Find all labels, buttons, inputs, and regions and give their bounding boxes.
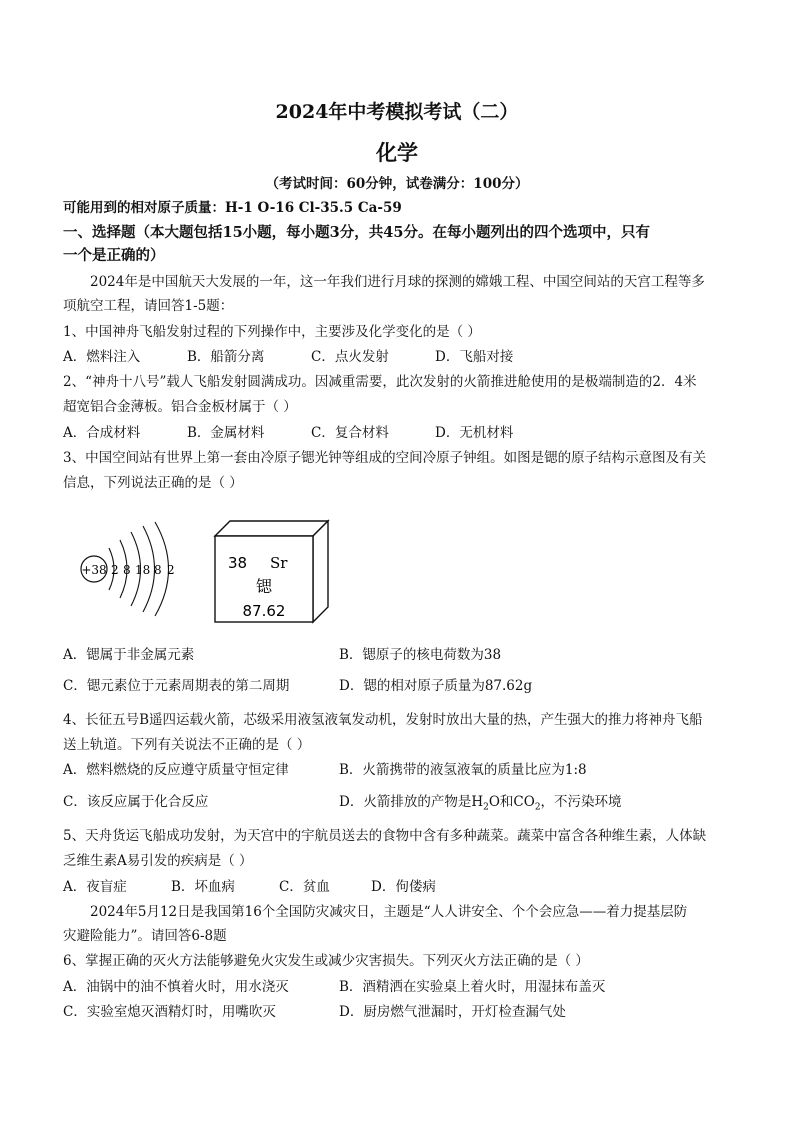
exam-info: （考试时间：60分钟，试卷满分：100分）	[265, 176, 529, 192]
q6-options-row2	[63, 1002, 615, 1022]
q5-options	[63, 877, 436, 897]
q1-option-b: B．船箭分离	[187, 349, 265, 365]
q2-option-c: C．复合材料	[311, 425, 389, 441]
q3-options-row1	[63, 645, 615, 665]
intro1-line1: 2024年是中国航天大发展的一年，这一年我们进行月球的探测的嫦娥工程、中国空间站的天宫工程等多	[90, 274, 705, 290]
q5-option-a: A．夜盲症	[63, 879, 127, 895]
q3-line1: 3、中国空间站有世界上第一套由冷原子锶光钟等组成的空间冷原子钟组。如图是锶的原子结构示意图及有关	[63, 450, 707, 466]
q3-option-d: D．锶的相对原子质量为87.62g	[339, 678, 533, 694]
q4-options-row2	[63, 792, 622, 818]
q3-option-c: C．锶元素位于元素周期表的第二周期	[63, 678, 290, 694]
section-heading-line1: 一、选择题（本大题包括15小题，每小题3分，共45分。在每小题列出的四个选项中，只有	[63, 224, 650, 241]
element-name: 锶	[255, 577, 273, 596]
q5-option-c: C．贫血	[279, 879, 330, 895]
q6-option-d: D．厨房燃气泄漏时，开灯检查漏气处	[339, 1004, 566, 1020]
shell-electrons-3: 18	[135, 563, 151, 577]
q5-line2: 乏维生素A易引发的疾病是（ ）	[63, 853, 253, 869]
q1-option-c: C．点火发射	[311, 349, 389, 365]
q4-option-d: D．火箭排放的产物是$H_2O$和$CO_2$，不污染环境	[339, 794, 622, 813]
q4-line1: 4、长征五号B遥四运载火箭，芯级采用液氢液氧发动机，发射时放出大量的热，产生强大的推力将神舟飞船	[63, 712, 703, 728]
q4-options-row1	[63, 760, 615, 780]
q2-line1: 2、“神舟十八号”载人飞船发射圆满成功。因减重需要，此次发射的火箭推进舱使用的是极端制造的2．4米	[63, 374, 697, 390]
q2-option-a: A．合成材料	[63, 425, 141, 441]
q3-option-b: B．锶原子的核电荷数为38	[339, 647, 502, 663]
nucleus-charge: +38	[81, 563, 107, 577]
atomic-structure-diagram	[74, 518, 194, 618]
subject-title: 化学	[376, 140, 418, 165]
element-number: 38	[228, 554, 248, 572]
q4-option-b: B．火箭携带的液氢液氧的质量比应为1:8	[339, 762, 587, 778]
q6-option-c: C．实验室熄灭酒精灯时，用嘴吹灭	[63, 1004, 276, 1020]
q6-options-row1	[63, 977, 615, 997]
q5-line1: 5、天舟货运飞船成功发射，为天宫中的宇航员送去的食物中含有多种蔬菜。蔬菜中富含各种维生素，人体缺	[63, 828, 707, 844]
shell-electrons-2: 8	[123, 563, 131, 577]
q2-option-d: D．无机材料	[435, 425, 514, 441]
q1-stem: 1、中国神舟飞船发射过程的下列操作中，主要涉及化学变化的是（ ）	[63, 324, 481, 340]
q1-option-a: A．燃料注入	[63, 349, 141, 365]
q2-options	[63, 423, 559, 443]
q6-stem: 6、掌握正确的灭火方法能够避免火灾发生或减少灾害损失。下列灭火方法正确的是（ ）	[63, 953, 589, 969]
q1-options	[63, 347, 559, 367]
q4-option-a: A．燃料燃烧的反应遵守质量守恒定律	[63, 762, 289, 778]
q3-options-row2	[63, 676, 615, 696]
cell-side-face	[313, 521, 328, 622]
element-mass: 87.62	[242, 602, 286, 620]
atomic-masses: 可能用到的相对原子质量：H-1 O-16 Cl-35.5 Ca-59	[63, 200, 402, 216]
intro2-line1: 2024年5月12日是我国第16个全国防灾减灾日，主题是“人人讲安全、个个会应急——着力提基层防	[90, 904, 688, 920]
element-cell	[210, 516, 335, 626]
intro1-line2: 项航空工程，请回答1-5题：	[63, 298, 234, 314]
section-heading-line2: 一个是正确的）	[63, 247, 165, 264]
shell-electrons-5: 2	[167, 563, 175, 577]
exam-title: 2024年中考模拟考试（二）	[275, 101, 519, 123]
q3-line2: 信息，下列说法正确的是（ ）	[63, 475, 243, 491]
q4-option-c: C．该反应属于化合反应	[63, 794, 209, 810]
cell-top-face	[215, 521, 328, 536]
q2-line2: 超宽铝合金薄板。铝合金板材属于（ ）	[63, 399, 297, 415]
intro2-line2: 灾避险能力”。请回答6-8题	[63, 928, 227, 944]
q6-option-b: B．酒精洒在实验桌上着火时，用湿抹布盖灭	[339, 979, 606, 995]
q4-line2: 送上轨道。下列有关说法不正确的是（ ）	[63, 737, 311, 753]
shell-electrons-4: 8	[154, 563, 162, 577]
q1-option-d: D．飞船对接	[435, 349, 514, 365]
q3-option-a: A．锶属于非金属元素	[63, 647, 195, 663]
q5-option-d: D．佝偻病	[371, 879, 436, 895]
element-symbol: Sr	[270, 554, 288, 572]
q5-option-b: B．坏血病	[171, 879, 235, 895]
shell-electrons-1: 2	[111, 563, 119, 577]
q6-option-a: A．油锅中的油不慎着火时，用水浇灭	[63, 979, 289, 995]
q2-option-b: B．金属材料	[187, 425, 265, 441]
